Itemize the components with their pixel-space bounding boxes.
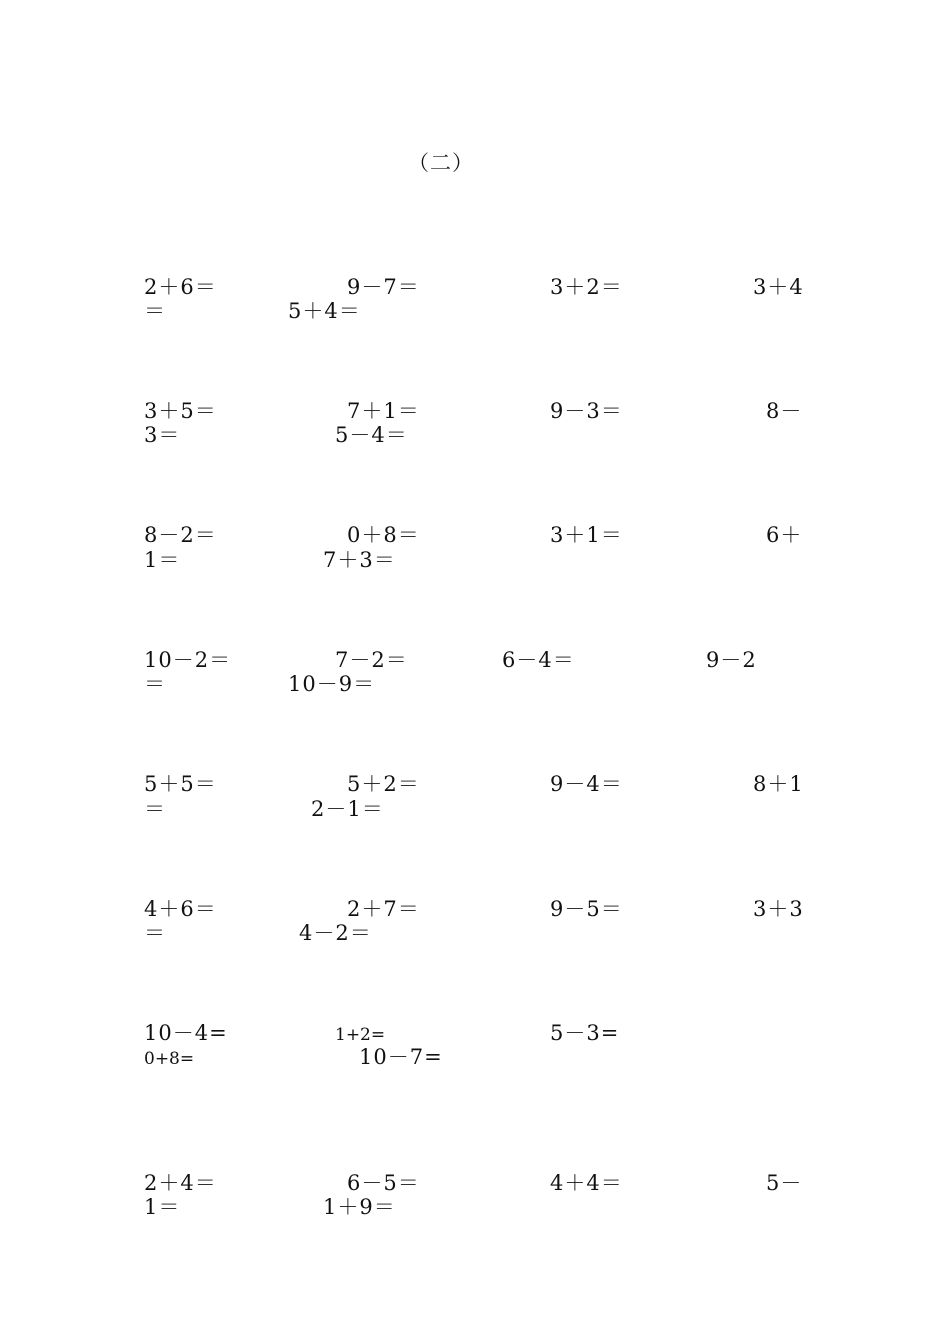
problem-r6-c1: 4＋6＝ xyxy=(144,897,217,921)
problem-r7-wrap-1: 0+8= xyxy=(144,1049,195,1069)
page-title: （二） xyxy=(408,151,474,175)
problem-r3-wrap-2: 7＋3＝ xyxy=(323,548,396,572)
problem-r1-c3: 3＋2＝ xyxy=(550,275,623,299)
problem-r6-c3: 9－5＝ xyxy=(550,897,623,921)
problem-r8-wrap-1: 1＝ xyxy=(144,1195,181,1219)
problem-r1-c1: 2＋6＝ xyxy=(144,275,217,299)
problem-r7-c3: 5－3= xyxy=(550,1021,620,1045)
problem-r4-c4: 9－2 xyxy=(706,648,757,672)
problem-r7-wrap-2: 10－7= xyxy=(359,1045,443,1069)
problem-r4-c1: 10－2＝ xyxy=(144,648,232,672)
problem-r4-c2: 7－2＝ xyxy=(335,648,408,672)
problem-r4-wrap-2: 10－9＝ xyxy=(288,672,376,696)
problem-r4-c3: 6－4＝ xyxy=(502,648,575,672)
problem-r1-c4: 3＋4 xyxy=(753,275,804,299)
problem-r6-wrap-1: ＝ xyxy=(144,921,166,945)
problem-r8-c3: 4＋4＝ xyxy=(550,1171,623,1195)
problem-r2-c2: 7＋1＝ xyxy=(347,399,420,423)
problem-r1-wrap-2: 5＋4＝ xyxy=(288,299,361,323)
problem-r2-c4: 8－ xyxy=(766,399,803,423)
problem-r1-wrap-1: ＝ xyxy=(144,299,166,323)
problem-r7-c1: 10－4= xyxy=(144,1021,228,1045)
problem-r5-wrap-2: 2－1＝ xyxy=(311,797,384,821)
problem-r6-c4: 3＋3 xyxy=(753,897,804,921)
problem-r5-c4: 8＋1 xyxy=(753,772,804,796)
problem-r1-c2: 9－7＝ xyxy=(347,275,420,299)
problem-r2-c3: 9－3＝ xyxy=(550,399,623,423)
problem-r3-c4: 6＋ xyxy=(766,523,803,547)
problem-r8-c1: 2＋4＝ xyxy=(144,1171,217,1195)
problem-r3-c2: 0＋8＝ xyxy=(347,523,420,547)
problem-r8-c2: 6－5＝ xyxy=(347,1171,420,1195)
problem-r7-c2: 1+2= xyxy=(335,1025,386,1045)
problem-r4-wrap-1: ＝ xyxy=(144,672,166,696)
problem-r2-wrap-2: 5－4＝ xyxy=(335,423,408,447)
problem-r6-wrap-2: 4－2＝ xyxy=(299,921,372,945)
problem-r5-c2: 5＋2＝ xyxy=(347,772,420,796)
problem-r5-c3: 9－4＝ xyxy=(550,772,623,796)
problem-r5-wrap-1: ＝ xyxy=(144,797,166,821)
problem-r3-wrap-1: 1＝ xyxy=(144,548,181,572)
problem-r8-c4: 5－ xyxy=(766,1171,803,1195)
problem-r3-c1: 8－2＝ xyxy=(144,523,217,547)
problem-r5-c1: 5＋5＝ xyxy=(144,772,217,796)
problem-r3-c3: 3＋1＝ xyxy=(550,523,623,547)
problem-r6-c2: 2＋7＝ xyxy=(347,897,420,921)
problem-r2-c1: 3＋5＝ xyxy=(144,399,217,423)
problem-r2-wrap-1: 3＝ xyxy=(144,423,181,447)
problem-r8-wrap-2: 1＋9＝ xyxy=(323,1195,396,1219)
